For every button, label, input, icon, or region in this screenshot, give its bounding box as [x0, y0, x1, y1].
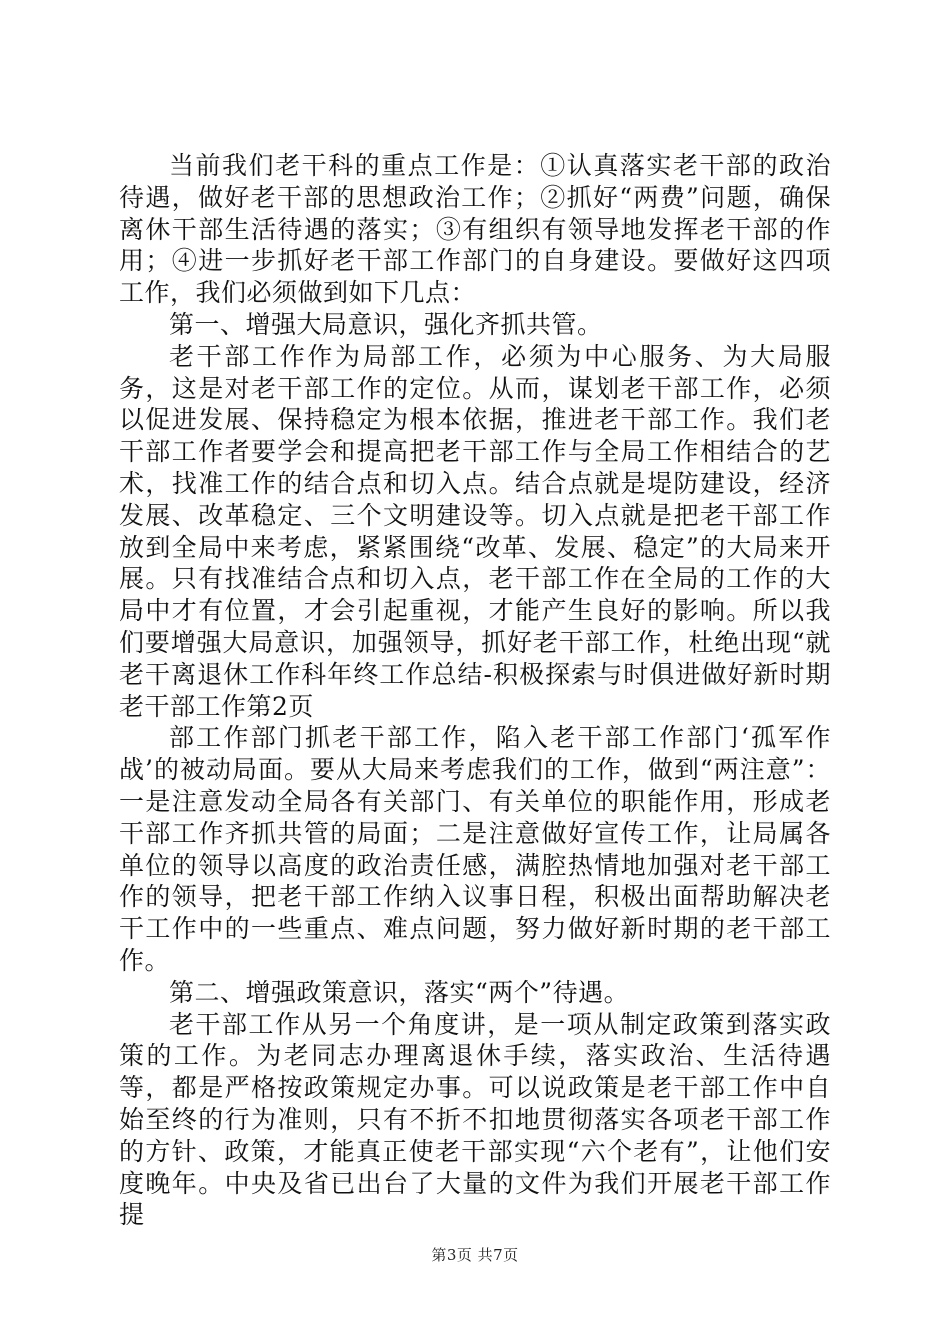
document-body — [119, 150, 831, 1231]
section-heading-first: 第一、增强大局意识，强化齐抓共管。 — [169, 309, 603, 339]
paragraph-two-attentions: 部工作部门抓老干部工作，陷入老干部工作部门‘孤军作战’的被动局面。要从大局来考虑我们的工作，做到“两注意”：一是注意发动全局各有关部门、有关单位的职能作用，形成老干部工作齐抓共管的局面；二是注意做好宣传工作，让局属各单位的领导以高度的政治责任感，满腔热情地加强对老干部工作的领导，把老干部工作纳入议事日程，积极出面帮助解决老干工作中的一些重点、难点问题，努力做好新时期的老干部工作。 — [119, 723, 831, 975]
paragraph-overall-situation: 老干部工作作为局部工作，必须为中心服务、为大局服务，这是对老干部工作的定位。从而，谋划老干部工作，必须以促进发展、保持稳定为根本依据，推进老干部工作。我们老干部工作者要学会和提高把老干部工作与全局工作相结合的艺术，找准工作的结合点和切入点。结合点就是堤防建设，经济发展、改革稳定、三个文明建设等。切入点就是把老干部工作放到全局中来考虑，紧紧围绕“改革、发展、稳定”的大局来开展。只有找准结合点和切入点，老干部工作在全局的工作的大局中才有位置，才会引起重视，才能产生良好的影响。所以我们要增强大局意识，加强领导，抓好老干部工作，杜绝出现“就老干离退休工作科年终工作总结-积极探索与时俱进做好新时期老干部工作第2页 — [119, 341, 831, 721]
page-number-footer: 第3页 共7页 — [431, 1246, 519, 1264]
paragraph-intro: 当前我们老干科的重点工作是：①认真落实老干部的政治待遇，做好老干部的思想政治工作；②抓好“两费”问题，确保离休干部生活待遇的落实；③有组织有领导地发挥老干部的作用；④进一步抓好老干部工作部门的自身建设。要做好这四项工作，我们必须做到如下几点： — [119, 151, 831, 308]
section-heading-second: 第二、增强政策意识，落实“两个”待遇。 — [169, 977, 630, 1007]
paragraph-policy: 老干部工作从另一个角度讲，是一项从制定政策到落实政策的工作。为老同志办理离退休手续，落实政治、生活待遇等，都是严格按政策规定办事。可以说政策是老干部工作中自始至终的行为准则，只有不折不扣地贯彻落实各项老干部工作的方针、政策，才能真正使老干部实现“六个老有”，让他们安度晚年。中央及省已出台了大量的文件为我们开展老干部工作提 — [119, 1009, 831, 1230]
